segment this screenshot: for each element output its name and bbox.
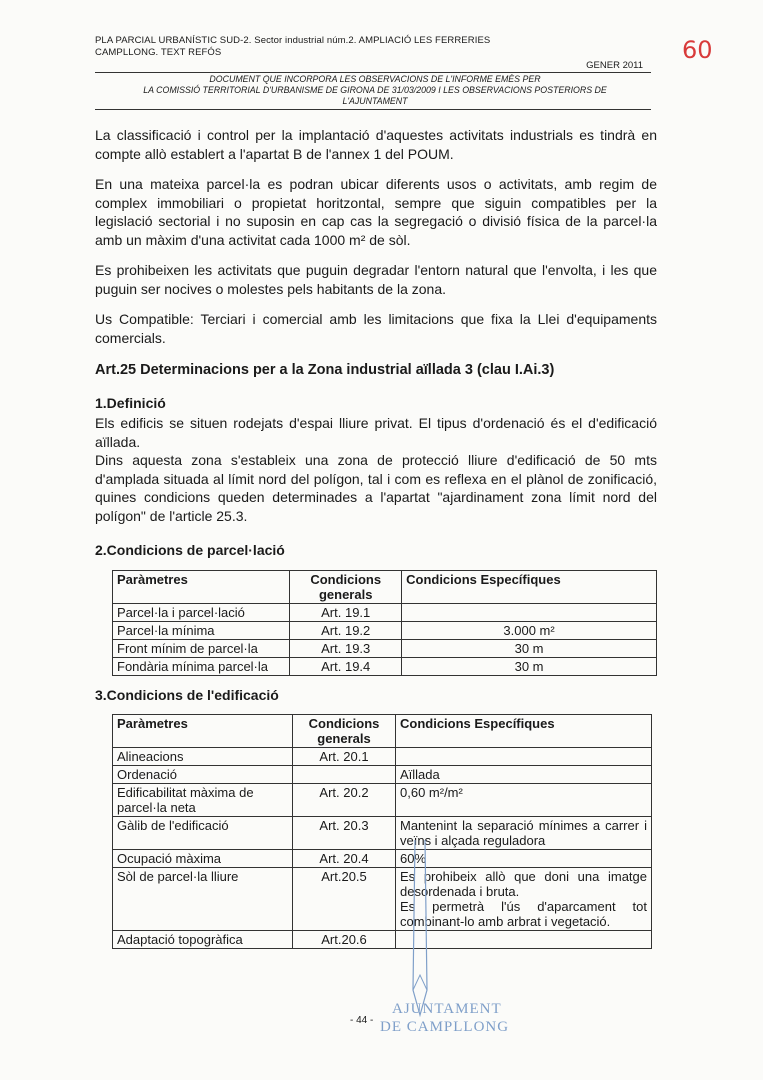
table-cell: Ocupació màxima [113, 850, 293, 868]
table-row [113, 748, 652, 766]
table-cell: Adaptació topogràfica [113, 931, 293, 949]
table-cell: Gàlib de l'edificació [113, 817, 293, 850]
table-cell: Art. 19.4 [290, 657, 402, 675]
table-row [113, 603, 657, 621]
header-subtitle-line2: LA COMISSIÓ TERRITORIAL D'URBANISME DE GIRONA DE 31/03/2009 I LES OBSERVACIONS POSTERIORS DE [143, 85, 607, 95]
section-heading: 2.Condicions de parcel·lació [95, 542, 285, 558]
table-cell: Ordenació [113, 766, 293, 784]
section-heading: 1.Definició [95, 394, 166, 411]
table-header-cell: Paràmetres [113, 570, 290, 603]
table-cell: Sòl de parcel·la lliure [113, 868, 293, 931]
table-row [113, 766, 652, 784]
table-cell: 60% [396, 850, 652, 868]
table-cell: Art. 20.4 [293, 850, 396, 868]
table-cell: Art. 19.2 [290, 621, 402, 639]
table-row [113, 639, 657, 657]
table-row [113, 657, 657, 675]
table-cell: Alineacions [113, 748, 293, 766]
table-cell: 0,60 m²/m² [396, 784, 652, 817]
header-subtitle-line3: L'AJUNTAMENT [342, 96, 408, 106]
table-cell: Art. 20.3 [293, 817, 396, 850]
table-cell: Art.20.6 [293, 931, 396, 949]
table-cell [293, 766, 396, 784]
table-row [113, 621, 657, 639]
table-row [113, 931, 652, 949]
document-header [95, 35, 655, 59]
table-cell: Parcel·la mínima [113, 621, 290, 639]
page-number: - 44 - [350, 1015, 374, 1026]
table-cell: Front mínim de parcel·la [113, 639, 290, 657]
header-subtitle-line1: DOCUMENT QUE INCORPORA LES OBSERVACIONS DE L'INFORME EMÈS PER [209, 74, 541, 84]
table-cell: Parcel·la i parcel·lació [113, 603, 290, 621]
header-date: GENER 2011 [586, 60, 643, 71]
table-cell: Mantenint la separació mínimes a carrer i veïns i alçada reguladora [396, 817, 652, 850]
building-conditions-table [112, 714, 652, 949]
table-header-row [113, 570, 657, 603]
table-cell: Aïllada [396, 766, 652, 784]
municipal-stamp [380, 1000, 509, 1036]
paragraph: La classificació i control per la implantació d'aquestes activitats industrials es tindrà en compte allò establert a l'apartat B de l'annex 1 del POUM. [95, 127, 657, 162]
table-header-cell: Condicions Específiques [396, 715, 652, 748]
stamp-text-line1: AJUNTAMENT [392, 1001, 502, 1017]
table-cell: 30 m [402, 657, 657, 675]
stamp-text-line2: DE CAMPLLONG [380, 1019, 510, 1035]
paragraph: Els edificis se situen rodejats d'espai lliure privat. El tipus d'ordenació és el d'edificació aïllada. [95, 415, 657, 450]
table-row [113, 784, 652, 817]
table-header-cell: Paràmetres [113, 715, 293, 748]
table-cell [402, 603, 657, 621]
table-cell: Art. 20.2 [293, 784, 396, 817]
paragraph: Es prohibeixen les activitats que puguin degradar l'entorn natural que l'envolta, i les que puguin ser nocives o molestes pels habitants de la zona. [95, 262, 657, 297]
table-header-cell: Condicions generals [293, 715, 396, 748]
stamp-mark-icon [405, 840, 435, 1020]
table-header-cell: Condicions Específiques [402, 570, 657, 603]
table-cell: Art.20.5 [293, 868, 396, 931]
header-title-line1: PLA PARCIAL URBANÍSTIC SUD-2. Sector industrial núm.2. AMPLIACIÓ LES FERRERIES [95, 35, 491, 46]
table-row [113, 868, 652, 931]
table-cell: Fondària mínima parcel·la [113, 657, 290, 675]
table-cell [396, 748, 652, 766]
section-heading: 3.Condicions de l'edificació [95, 686, 279, 703]
parcel-conditions-table [112, 570, 657, 676]
table-header-cell: Condicions generals [290, 570, 402, 603]
paragraph: Us Compatible: Terciari i comercial amb les limitacions que fixa la Llei d'equipaments comercials. [95, 311, 657, 346]
table-cell: Edificabilitat màxima de parcel·la neta [113, 784, 293, 817]
header-subtitle [95, 74, 655, 107]
table-cell: 30 m [402, 639, 657, 657]
cell-line: Es permetrà l'ús d'aparcament tot combinant-lo amb arbrat i vegetació. [400, 899, 647, 929]
header-divider [95, 72, 651, 73]
cell-line: Es prohibeix allò que doni una imatge desordenada i bruta. [400, 869, 647, 899]
header-divider-bottom [95, 109, 651, 110]
table-cell: Art. 19.1 [290, 603, 402, 621]
document-body [95, 126, 657, 949]
table-row [113, 850, 652, 868]
table-cell: Art. 19.3 [290, 639, 402, 657]
table-cell: 3.000 m² [402, 621, 657, 639]
table-cell: Art. 20.1 [293, 748, 396, 766]
table-row [113, 817, 652, 850]
article-heading: Art.25 Determinacions per a la Zona industrial aïllada 3 (clau I.Ai.3) [95, 362, 555, 378]
handwritten-page-mark: 60 [682, 36, 713, 64]
paragraph: Dins aquesta zona s'estableix una zona de protecció lliure d'edificació de 50 mts d'amplada situada al límit nord del polígon, tal i com es reflexa en el plànol de zonificació, quines condicions queden determinades a l'apartat "ajardinament zona límit nord del polígon" de l'article 25.3. [95, 452, 657, 524]
header-title-line2: CAMPLLONG. TEXT REFÓS [95, 47, 222, 58]
paragraph: En una mateixa parcel·la es podran ubicar diferents usos o activitats, amb regim de complex immobiliari o propietat horitzontal, sempre que siguin compatibles per la legislació sectorial i no suposin en cap cas la segregació o divisió física de la parcel·la amb un màxim d'una activitat cada 1000 m² de sòl. [95, 176, 657, 248]
table-header-row [113, 715, 652, 748]
